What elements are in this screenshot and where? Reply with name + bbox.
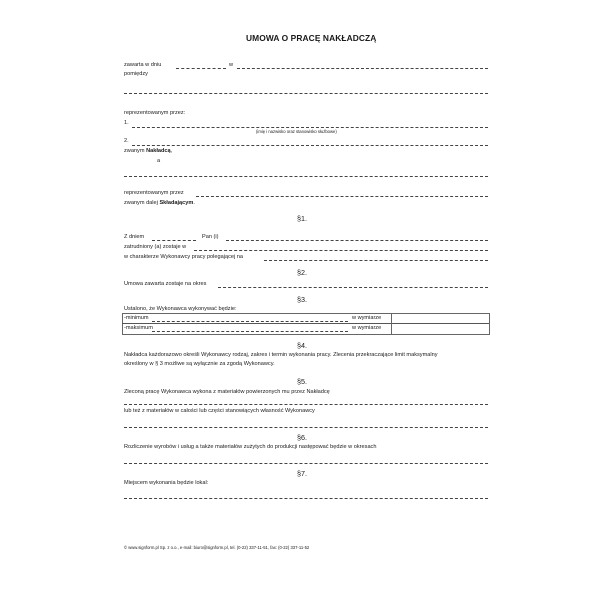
representative3-field[interactable] [196, 196, 488, 197]
section7-text: Miejscem wykonania będzie lokal: [124, 480, 209, 486]
party1-field[interactable] [124, 93, 488, 94]
document-page [96, 0, 506, 600]
represented-by-label: reprezentowanym przez: [124, 110, 186, 116]
representative1-field[interactable] [132, 127, 488, 128]
table-column-divider [391, 313, 392, 334]
section5-line1: Zleconą pracę Wykonawca wykona z materiałów powierzonych mu przez Nakładcę [124, 389, 330, 395]
minimum-label: -minimum [124, 315, 149, 321]
maximum-label: -maksimum [124, 325, 153, 331]
represented-by-label-2: reprezentowanym przez [124, 190, 184, 196]
workplace-field[interactable] [194, 250, 488, 251]
name-caption: (imię i nazwisko oraz stanowisko służbowe) [256, 129, 337, 134]
settlement-period-field[interactable] [124, 463, 488, 464]
submitter-designation: zwanym dalej Składającym. [124, 200, 195, 206]
agreed-label: Ustalono, że Wykonawca wykonywać będzie: [124, 306, 237, 312]
publisher-term: Nakładcą [146, 148, 171, 154]
representative2-field[interactable] [132, 145, 488, 146]
section1-heading: §1. [297, 214, 307, 223]
party2-field[interactable] [124, 176, 488, 177]
table-row-divider [122, 323, 489, 324]
document-title: UMOWA O PRACĘ NAKŁADCZĄ [246, 33, 377, 43]
work-description-field[interactable] [264, 260, 488, 261]
date-field[interactable] [176, 68, 226, 69]
section7-heading: §7. [297, 469, 307, 478]
minimum-value-field[interactable] [152, 321, 348, 322]
section3-heading: §3. [297, 295, 307, 304]
section4-line2: określony w § 3 możliwe są wyłącznie za zgodą Wykonawcy. [124, 361, 275, 367]
capacity-label: w charakterze Wykonawcy pracy polegającej na [124, 254, 244, 260]
work-location-field[interactable] [124, 498, 488, 499]
concluded-on-label: zawarta w dniu [124, 62, 162, 68]
submitter-term: Składającym [159, 200, 194, 206]
section4-line1: Nakładca każdorazowo określi Wykonawcy rodzaj, zakres i termin wykonania pracy. Zlecenia przekraczające limit maksymalny [124, 352, 438, 358]
section4-heading: §4. [297, 341, 307, 350]
from-day-label: Z dniem [124, 234, 145, 240]
mr-label: Pan (i) [202, 234, 219, 240]
place-field[interactable] [237, 68, 488, 69]
section5-field-2[interactable] [124, 427, 488, 428]
employee-name-field[interactable] [226, 240, 488, 241]
section5-line2: lub też z materiałów w całości lub części stanowiących własność Wykonawcy [124, 408, 315, 414]
section5-heading: §5. [297, 377, 307, 386]
contract-period-field[interactable] [218, 287, 488, 288]
between-label: pomiędzy [124, 71, 148, 77]
publisher-designation: zwanym Nakładcą, [124, 148, 173, 154]
section6-heading: §6. [297, 433, 307, 442]
footer-copyright: © www.signform.pl Sp. z o.o., e-mail: biuro@signform.pl, tel. (0-22) 337-11-51, fax: (0-22) 337-11-52 [124, 545, 310, 550]
item1-number: 1. [124, 120, 129, 126]
section2-heading: §2. [297, 268, 307, 277]
employed-label: zatrudniony (a) zostaje w [124, 244, 187, 250]
and-label: a [157, 158, 161, 164]
maximum-amount-label: w wymiarze [352, 325, 382, 331]
start-date-field[interactable] [152, 240, 196, 241]
section5-field-1[interactable] [124, 404, 488, 405]
section6-text: Rozliczenie wyrobów i usług a także materiałów zużytych do produkcji następować będzie w okresach [124, 444, 377, 450]
in-label: w [229, 62, 234, 68]
maximum-value-field[interactable] [152, 331, 348, 332]
minimum-amount-label: w wymiarze [352, 315, 382, 321]
period-label: Umowa zawarta zostaje na okres [124, 281, 207, 287]
item2-number: 2. [124, 138, 129, 144]
